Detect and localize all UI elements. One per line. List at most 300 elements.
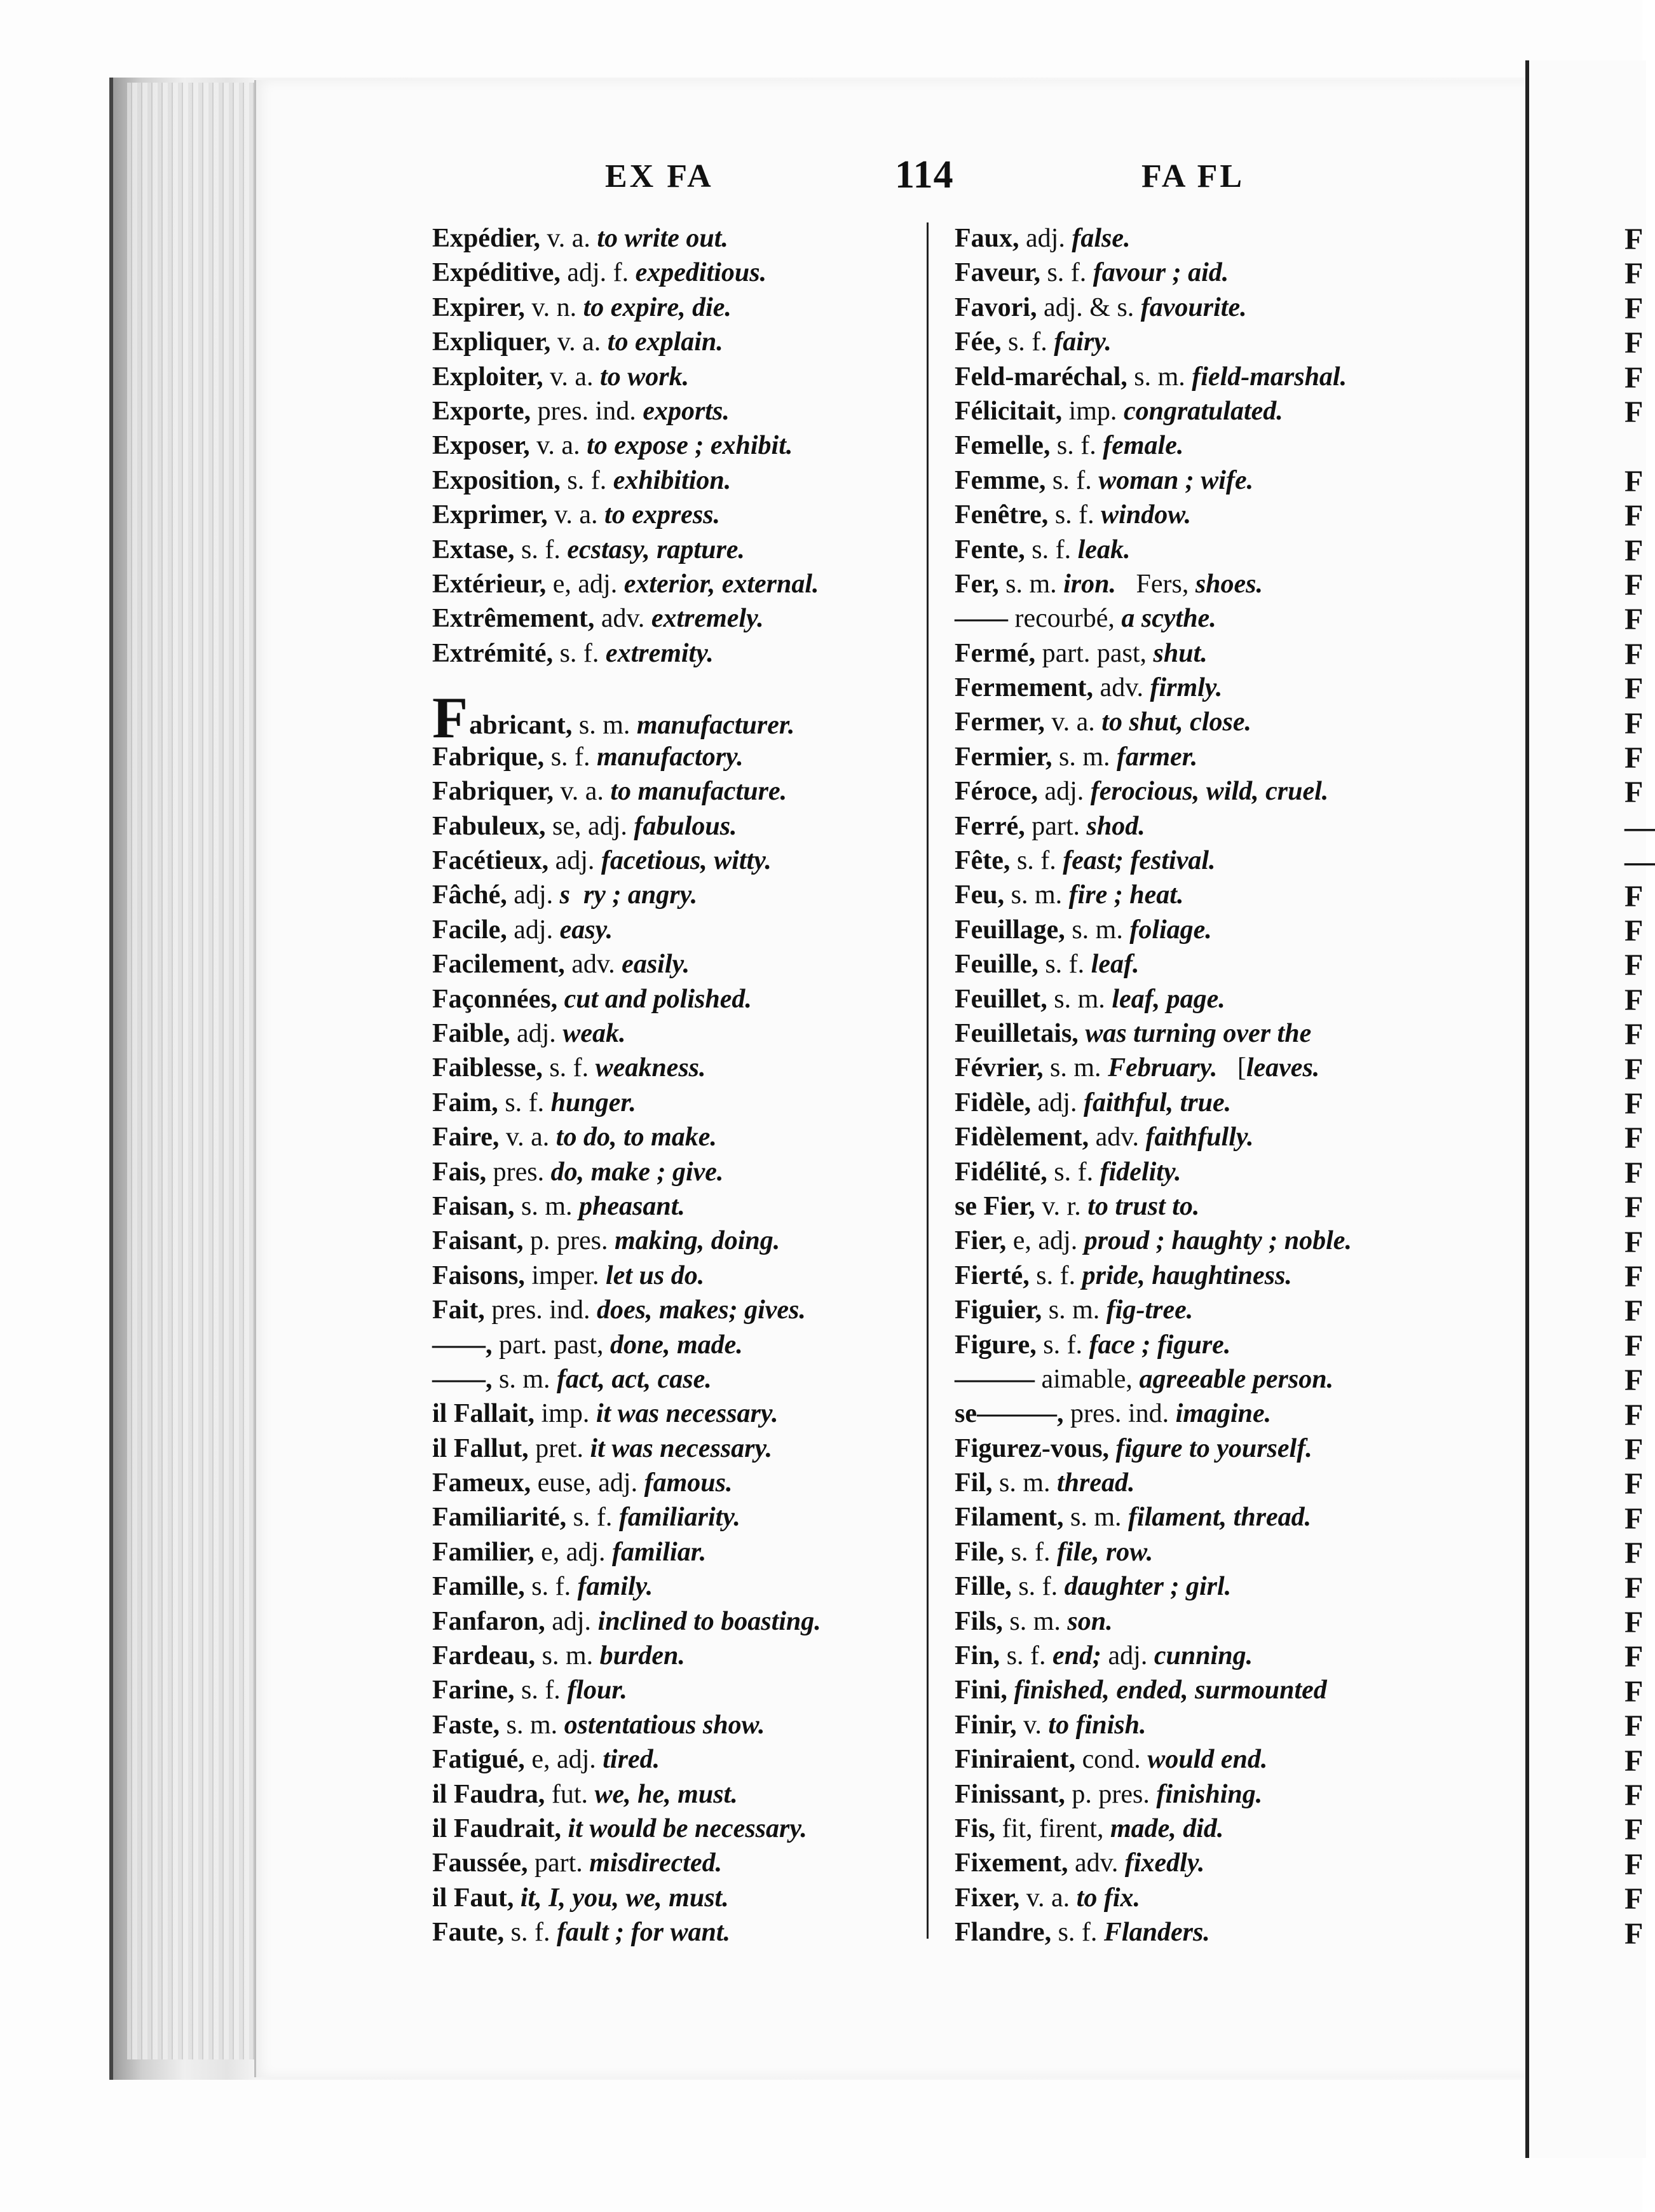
dictionary-entry xyxy=(955,1259,1476,1293)
headword: Fin, xyxy=(955,1641,1000,1671)
headword: Fenêtre, xyxy=(955,500,1049,530)
grammar-label: adv. xyxy=(564,950,622,980)
dictionary-entry xyxy=(432,1155,915,1189)
grammar-label: s. m. xyxy=(1047,984,1112,1014)
grammar-label: euse, adj. xyxy=(531,1468,644,1498)
grammar-label: v. xyxy=(1016,1710,1049,1740)
translation: does, makes; gives. xyxy=(596,1295,806,1325)
grammar-label: e, adj. xyxy=(1006,1226,1084,1256)
headword: Faiblesse, xyxy=(432,1053,543,1083)
translation: extremely. xyxy=(651,604,764,634)
dictionary-entry xyxy=(432,1915,915,1949)
translation: was turning over the xyxy=(1085,1018,1312,1048)
grammar-label: adj. xyxy=(507,915,560,945)
grammar-label: adj. xyxy=(507,880,560,910)
headword: Finissant, xyxy=(955,1779,1065,1809)
dictionary-entry xyxy=(955,1086,1476,1120)
grammar-label: s. f. xyxy=(1029,1260,1082,1290)
dictionary-entry xyxy=(432,1881,915,1915)
dictionary-entry xyxy=(432,428,915,463)
translation: it was necessary. xyxy=(596,1399,779,1429)
dictionary-entry xyxy=(432,567,915,601)
translation: familiarity. xyxy=(618,1503,740,1533)
headword: Exposer, xyxy=(432,431,530,461)
dictionary-entry xyxy=(955,463,1476,498)
headword: Facétieux, xyxy=(432,846,549,876)
grammar-label: adv. xyxy=(594,604,651,634)
headword: Exprimer, xyxy=(432,500,548,530)
page-edges xyxy=(127,83,254,2059)
dictionary-entry xyxy=(955,221,1476,256)
dictionary-entry xyxy=(955,498,1476,532)
dictionary-entry xyxy=(432,947,915,981)
translation: faithful, true. xyxy=(1083,1088,1232,1117)
grammar-label: v. a. xyxy=(1019,1883,1077,1913)
headword: Expirer, xyxy=(432,292,525,322)
translation: famous. xyxy=(644,1468,733,1498)
grammar-label: v. a. xyxy=(499,1123,556,1152)
grammar-label: s. m. xyxy=(572,711,637,741)
grammar-label: s. f. xyxy=(514,1676,568,1705)
grammar-label: v. n. xyxy=(524,292,583,322)
grammar-label: fit, firent, xyxy=(995,1813,1110,1843)
dictionary-entry xyxy=(432,1259,915,1293)
grammar-label: pres. xyxy=(486,1157,551,1187)
left-column xyxy=(432,221,915,1950)
headword: il Faudra, xyxy=(432,1779,545,1809)
dictionary-entry xyxy=(955,1396,1476,1431)
translation: exhibition. xyxy=(613,465,732,495)
dictionary-entry xyxy=(432,1086,915,1120)
translation: face ; figure. xyxy=(1089,1330,1231,1360)
dictionary-entry xyxy=(955,256,1476,290)
grammar-label: v. r. xyxy=(1035,1191,1088,1221)
dictionary-entry xyxy=(955,1224,1476,1258)
dictionary-entry xyxy=(432,1431,915,1466)
grammar-label: s. m. xyxy=(1004,880,1069,910)
next-page-letter: F xyxy=(1624,533,1644,568)
headword: Filament, xyxy=(955,1503,1064,1533)
dictionary-entry xyxy=(432,498,915,532)
translation: female. xyxy=(1103,431,1184,461)
grammar-label: part. past, xyxy=(492,1330,610,1360)
translation: field-marshal. xyxy=(1192,362,1347,392)
headword: Faste, xyxy=(432,1710,500,1740)
grammar-label: aimable, xyxy=(1035,1364,1140,1394)
grammar-label: imp. xyxy=(1062,396,1124,426)
grammar-label: v. a. xyxy=(547,500,605,530)
grammar-label: s. m. xyxy=(998,569,1064,599)
translation: to do, to make. xyxy=(555,1123,717,1152)
grammar-label: s. f. xyxy=(1001,327,1054,357)
translation: to shut, close. xyxy=(1101,707,1251,737)
grammar-label: s. f. xyxy=(1025,535,1078,564)
grammar-label: s. f. xyxy=(566,1503,619,1533)
translation: making, doing. xyxy=(615,1226,780,1256)
page-number: 114 xyxy=(895,153,954,196)
translation: to explain. xyxy=(607,327,723,357)
next-page-letter: F xyxy=(1624,914,1644,948)
headword: Fier, xyxy=(955,1226,1007,1256)
headword: Fis, xyxy=(955,1813,996,1843)
grammar-label xyxy=(514,1883,521,1913)
grammar-label: adv. xyxy=(1068,1848,1125,1878)
next-page-letter: F xyxy=(1624,291,1644,325)
translation: pheasant. xyxy=(579,1191,685,1221)
translation: manufacturer. xyxy=(636,711,795,741)
translation: exports. xyxy=(643,396,730,426)
grammar-label: imper. xyxy=(524,1260,606,1290)
translation: manufactory. xyxy=(597,742,744,772)
translation: feast; festival. xyxy=(1063,846,1216,876)
grammar-label: s. f. xyxy=(1040,258,1093,288)
next-page-letter: F xyxy=(1624,1294,1644,1328)
headword: Familier, xyxy=(432,1537,535,1567)
grammar-label: v. a. xyxy=(1044,707,1102,737)
grammar-label: part. xyxy=(528,1848,590,1878)
translation: ecstasy, rapture. xyxy=(567,535,745,564)
dictionary-entry xyxy=(955,1881,1476,1915)
next-page-letter: F xyxy=(1624,1709,1644,1744)
next-page-letter: F xyxy=(1624,1467,1644,1501)
grammar-label: s. m. xyxy=(1042,1295,1107,1325)
dictionary-entry xyxy=(432,671,915,705)
translation: burden. xyxy=(599,1641,685,1671)
next-page-letter: F xyxy=(1624,1328,1644,1363)
translation: leaf. xyxy=(1091,950,1140,980)
headword: Famille, xyxy=(432,1572,525,1602)
translation: it would be necessary. xyxy=(568,1813,807,1843)
headword: Feu, xyxy=(955,880,1005,910)
dictionary-entry xyxy=(432,1396,915,1431)
translation: false. xyxy=(1072,224,1131,253)
next-page-letter: — xyxy=(1624,845,1655,879)
dictionary-entry xyxy=(955,740,1476,774)
translation: to expose ; exhibit. xyxy=(587,431,793,461)
headword: Fidèle, xyxy=(955,1088,1032,1117)
dictionary-entry xyxy=(955,878,1476,912)
headword: Faux, xyxy=(955,224,1019,253)
dictionary-entry xyxy=(955,533,1476,567)
headword: Faim, xyxy=(432,1088,498,1117)
grammar-label xyxy=(557,985,564,1014)
next-page-letter: F xyxy=(1624,1501,1644,1536)
translation: do, make ; give. xyxy=(550,1157,724,1187)
translation: woman ; wife. xyxy=(1098,465,1254,495)
dictionary-entry xyxy=(432,1639,915,1673)
translation: ferocious, wild, cruel. xyxy=(1090,777,1329,807)
grammar-label: s. f. xyxy=(1010,846,1063,876)
headword: Fâché, xyxy=(432,880,507,910)
grammar-label: s. f. xyxy=(1036,1330,1089,1360)
next-page-edge xyxy=(1525,60,1655,2158)
dictionary-entry xyxy=(432,1708,915,1742)
grammar-label: s. f. xyxy=(524,1572,578,1602)
translation: easily. xyxy=(622,950,690,980)
headword: Fils, xyxy=(955,1606,1003,1636)
dictionary-entry xyxy=(432,1500,915,1534)
next-page-letter: F xyxy=(1624,637,1644,671)
next-page-letter: F xyxy=(1624,395,1644,429)
headword: Fabuleux, xyxy=(432,811,546,841)
dictionary-entry xyxy=(432,1328,915,1362)
translation: let us do. xyxy=(606,1260,705,1290)
headword: Février, xyxy=(955,1053,1044,1083)
translation: fixedly. xyxy=(1124,1848,1205,1878)
grammar-label: s. m. xyxy=(1127,362,1192,392)
translation: iron. xyxy=(1063,569,1116,599)
next-page-letter: F xyxy=(1624,1744,1644,1778)
headword: Figure, xyxy=(955,1330,1037,1360)
translation: fairy. xyxy=(1054,327,1112,357)
next-page-letter: F xyxy=(1624,1363,1644,1398)
dictionary-entry xyxy=(432,843,915,878)
translation: done, made. xyxy=(610,1330,743,1360)
translation: pride, haughtiness. xyxy=(1082,1260,1292,1290)
dictionary-entry xyxy=(955,1016,1476,1051)
headword: il Fallut, xyxy=(432,1433,529,1463)
grammar-label: pres. ind. xyxy=(1063,1399,1176,1429)
dictionary-entry xyxy=(955,1639,1476,1673)
headword: Faveur, xyxy=(955,258,1040,288)
grammar-label: s. f. xyxy=(504,1918,557,1948)
dictionary-entry xyxy=(432,533,915,567)
translation: thread. xyxy=(1057,1468,1135,1498)
headword: se———, xyxy=(955,1399,1064,1429)
grammar-label: adv. xyxy=(1089,1123,1146,1152)
translation: hunger. xyxy=(550,1088,636,1117)
grammar-label: v. a. xyxy=(540,224,597,253)
next-page-letter: F xyxy=(1624,360,1644,395)
translation: easy. xyxy=(559,915,613,945)
next-page-letter: F xyxy=(1624,1156,1644,1190)
grammar-label: s. f. xyxy=(560,465,613,495)
dictionary-entry xyxy=(432,740,915,774)
grammar-label: s. m. xyxy=(1043,1053,1108,1083)
headword: Extrémité, xyxy=(432,638,554,668)
translation: familiar. xyxy=(612,1537,707,1567)
translation: leak. xyxy=(1077,535,1131,564)
dictionary-entry xyxy=(955,1189,1476,1224)
headword: Farine, xyxy=(432,1676,515,1705)
headword: Faire, xyxy=(432,1123,500,1152)
dictionary-entry xyxy=(432,685,915,751)
grammar-label: adj. xyxy=(1037,777,1091,807)
dictionary-entry xyxy=(432,601,915,636)
headword: Fabriquer, xyxy=(432,777,554,807)
headword: il Faudrait, xyxy=(432,1813,562,1843)
headword: il Fallait, xyxy=(432,1399,535,1429)
headword: Feuillage, xyxy=(955,915,1065,945)
headword: Fardeau, xyxy=(432,1641,536,1671)
translation: to express. xyxy=(604,500,721,530)
translation: fact, act, case. xyxy=(557,1364,712,1394)
dictionary-entry xyxy=(432,394,915,428)
dictionary-entry xyxy=(955,1051,1476,1085)
translation: fault ; for want. xyxy=(557,1918,731,1948)
grammar-label: pres. ind. xyxy=(531,396,643,426)
dictionary-entry xyxy=(432,1224,915,1258)
headword: Fixement, xyxy=(955,1848,1068,1878)
grammar-label: adj. xyxy=(548,846,601,876)
headword: Faisant, xyxy=(432,1226,524,1256)
grammar-label: s. m. xyxy=(500,1710,564,1740)
grammar-label: fut. xyxy=(545,1779,595,1809)
headword: Feuille, xyxy=(955,950,1039,980)
dictionary-entry xyxy=(432,1569,915,1604)
grammar-label: e, adj. xyxy=(524,1745,603,1775)
translation: finished, ended, surmounted xyxy=(1014,1676,1327,1705)
translation: extremity. xyxy=(605,638,714,668)
grammar-label: Fers, xyxy=(1115,569,1195,599)
translation: fidelity. xyxy=(1100,1157,1182,1187)
headword: Fermé, xyxy=(955,638,1036,668)
dictionary-entry xyxy=(432,360,915,394)
headword: Fille, xyxy=(955,1572,1012,1602)
translation: son. xyxy=(1067,1606,1113,1636)
translation: to expire, die. xyxy=(583,292,732,322)
dictionary-entry xyxy=(955,1362,1476,1396)
translation: end; xyxy=(1052,1641,1102,1671)
next-page-letter: F xyxy=(1624,948,1644,983)
translation: it was necessary. xyxy=(590,1433,773,1463)
translation: faithfully. xyxy=(1145,1123,1254,1152)
translation: expeditious. xyxy=(635,258,767,288)
dictionary-entry xyxy=(955,636,1476,671)
translation: tired. xyxy=(603,1745,660,1775)
headword: Fête, xyxy=(955,846,1011,876)
translation: Flanders. xyxy=(1103,1918,1210,1948)
translation: facetious, witty. xyxy=(601,846,772,876)
headword: Fais, xyxy=(432,1157,487,1187)
headword: Femelle, xyxy=(955,431,1051,461)
translation: leaves. xyxy=(1246,1053,1320,1083)
grammar-label: p. pres. xyxy=(1065,1779,1157,1809)
grammar-label: adj. & s. xyxy=(1037,292,1141,322)
dictionary-entry xyxy=(432,636,915,671)
headword: Façonnées, xyxy=(432,984,558,1014)
grammar-label: s. m. xyxy=(492,1364,557,1394)
translation: agreeable person. xyxy=(1139,1364,1334,1394)
next-page-letter: F xyxy=(1624,1606,1644,1639)
grammar-label: s. f. xyxy=(1050,431,1103,461)
grammar-label: e, adj. xyxy=(546,569,624,599)
grammar-label: s. f. xyxy=(1000,1641,1053,1671)
translation: imagine. xyxy=(1175,1399,1272,1429)
dictionary-entry xyxy=(432,878,915,912)
dictionary-entry xyxy=(955,1673,1476,1707)
dictionary-entry xyxy=(955,290,1476,325)
grammar-label: s. m. xyxy=(535,1641,600,1671)
dictionary-entry xyxy=(432,774,915,809)
grammar-label: s. m. xyxy=(992,1468,1058,1498)
right-column xyxy=(955,221,1476,1950)
grammar-label: imp. xyxy=(535,1399,596,1429)
dictionary-entry xyxy=(432,1466,915,1500)
translation: fabulous. xyxy=(634,811,737,841)
headword: Fer, xyxy=(955,569,999,599)
dictionary-entry xyxy=(432,1362,915,1396)
dictionary-entry xyxy=(955,1604,1476,1639)
dictionary-entry xyxy=(955,1915,1476,1949)
header-left-guide: EX FA xyxy=(605,158,714,195)
next-page-letter: F xyxy=(1624,568,1644,602)
headword: Fidèlement, xyxy=(955,1123,1089,1152)
headword: Exposition, xyxy=(432,465,561,495)
headword: Ferré, xyxy=(955,811,1025,841)
dictionary-entry xyxy=(955,1569,1476,1604)
translation: daughter ; girl. xyxy=(1064,1572,1232,1602)
headword: Féroce, xyxy=(955,777,1038,807)
dictionary-entry xyxy=(432,1846,915,1880)
dictionary-entry xyxy=(955,1293,1476,1327)
headword: Expéditive, xyxy=(432,258,561,288)
headword: Fée, xyxy=(955,327,1002,357)
next-page-letter: F xyxy=(1624,1018,1644,1052)
next-page-letter: F xyxy=(1624,1536,1644,1571)
translation: proud ; haughty ; noble. xyxy=(1084,1226,1352,1256)
dictionary-entry xyxy=(432,809,915,843)
grammar-label: adj. xyxy=(1019,224,1072,253)
translation: fig-tree. xyxy=(1106,1295,1194,1325)
headword: ——, xyxy=(432,1364,493,1394)
dictionary-entry xyxy=(955,1846,1476,1880)
next-page-letter: F xyxy=(1624,499,1644,533)
grammar-label: s. f. xyxy=(1051,1918,1104,1948)
dictionary-entry xyxy=(955,1708,1476,1742)
translation: it, I, you, we, must. xyxy=(520,1883,729,1913)
headword: Faussée, xyxy=(432,1848,528,1878)
next-page-letter: F xyxy=(1624,879,1644,913)
headword: se Fier, xyxy=(955,1191,1035,1221)
grammar-label: s. f. xyxy=(1047,1157,1100,1187)
translation: to finish. xyxy=(1048,1710,1147,1740)
dictionary-entry xyxy=(955,809,1476,843)
grammar-label: s. f. xyxy=(1011,1572,1065,1602)
next-page-letter: F xyxy=(1624,706,1644,741)
headword: Fixer, xyxy=(955,1883,1020,1913)
headword: Fil, xyxy=(955,1468,993,1498)
headword: il Faut, xyxy=(432,1883,514,1913)
grammar-label: pres. ind. xyxy=(484,1295,597,1325)
grammar-label: s. f. xyxy=(1048,500,1101,530)
translation: to write out. xyxy=(597,224,728,253)
next-page-letter: F xyxy=(1624,1571,1644,1605)
headword: Fente, xyxy=(955,535,1025,564)
headword: Figuier, xyxy=(955,1295,1042,1325)
dictionary-entry xyxy=(955,360,1476,394)
headword: Feld-maréchal, xyxy=(955,362,1127,392)
grammar-label: pret. xyxy=(528,1433,590,1463)
next-page-letter: F xyxy=(1624,603,1644,637)
grammar-label: v. a. xyxy=(550,327,608,357)
grammar-label: adj. xyxy=(510,1018,563,1048)
translation: a scythe. xyxy=(1121,604,1216,634)
headword: Félicitait, xyxy=(955,396,1063,426)
headword: Exporte, xyxy=(432,396,531,426)
next-page-letter: F xyxy=(1624,1916,1644,1951)
grammar-label xyxy=(1007,1676,1014,1705)
headword: Fermement, xyxy=(955,673,1094,703)
dictionary-entry xyxy=(955,1431,1476,1466)
headword: Finir, xyxy=(955,1710,1017,1740)
grammar-label xyxy=(1109,1434,1116,1463)
translation: congratulated. xyxy=(1123,396,1283,426)
grammar-label: s. m. xyxy=(1065,915,1130,945)
headword: Feuilletais, xyxy=(955,1018,1079,1048)
next-page-letter: F xyxy=(1624,775,1644,810)
headword: Faible, xyxy=(432,1018,510,1048)
